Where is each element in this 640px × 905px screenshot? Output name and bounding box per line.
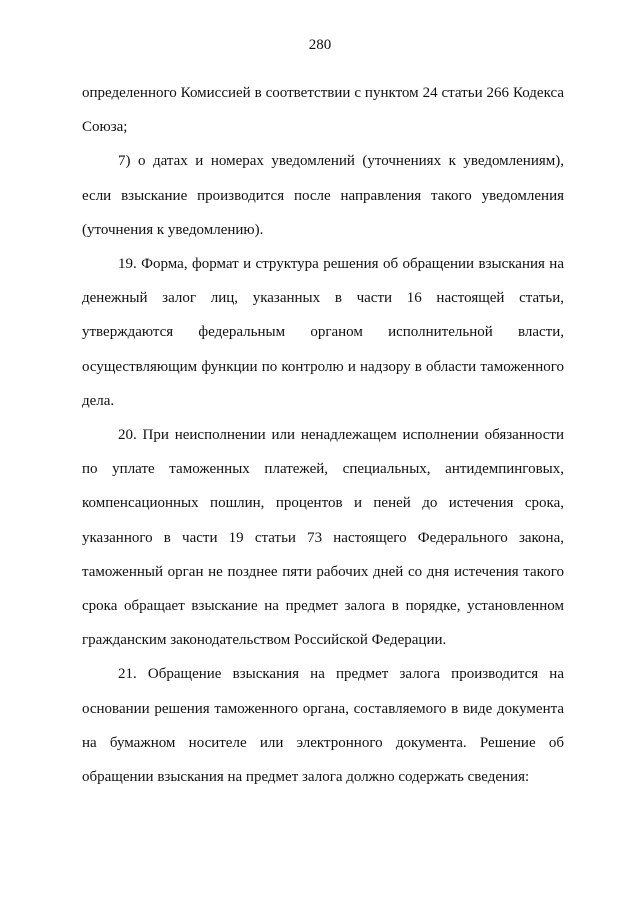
text-line: компенсационных пошлин, процентов и пеней до истечения срока, <box>82 495 564 512</box>
paragraph-continuation <box>82 76 564 144</box>
text-line: 20. При неисполнении или ненадлежащем исполнении обязанности <box>118 427 564 444</box>
paragraph-19 <box>82 247 564 418</box>
text-line: основании решения таможенного органа, составляемого в виде документа <box>82 700 564 717</box>
text-line: 21. Обращение взыскания на предмет залога производится на <box>118 666 564 683</box>
text-line: дела. <box>82 392 115 409</box>
paragraph-20 <box>82 418 564 657</box>
document-body <box>82 76 564 794</box>
text-line: гражданским законодательством Российской Федерации. <box>82 632 447 649</box>
text-line: денежный залог лиц, указанных в части 16 настоящей статьи, <box>82 290 564 307</box>
paragraph-item-7 <box>82 144 564 247</box>
text-line: осуществляющим функции по контролю и надзору в области таможенного <box>82 358 564 375</box>
text-line: указанного в части 19 статьи 73 настоящего Федерального закона, <box>82 529 564 546</box>
text-line: (уточнения к уведомлению). <box>82 221 264 238</box>
text-line: обращении взыскания на предмет залога должно содержать сведения: <box>82 769 530 786</box>
text-line: на бумажном носителе или электронного документа. Решение об <box>82 734 564 751</box>
text-line: таможенный орган не позднее пяти рабочих дней со дня истечения такого <box>82 563 564 580</box>
text-line: если взыскание производится после направления такого уведомления <box>82 187 564 204</box>
page-number: 280 <box>308 37 332 53</box>
text-line: 19. Форма, формат и структура решения об обращении взыскания на <box>118 256 564 273</box>
text-line: утверждаются федеральным органом исполнительной власти, <box>82 324 564 341</box>
text-line: по уплате таможенных платежей, специальных, антидемпинговых, <box>82 461 564 478</box>
text-line: Союза; <box>82 119 128 136</box>
paragraph-21 <box>82 657 564 794</box>
text-line: срока обращает взыскание на предмет залога в порядке, установленном <box>82 598 564 615</box>
text-line: определенного Комиссией в соответствии с пунктом 24 статьи 266 Кодекса <box>82 85 564 101</box>
text-line: 7) о датах и номерах уведомлений (уточнениях к уведомлениям), <box>118 153 564 170</box>
